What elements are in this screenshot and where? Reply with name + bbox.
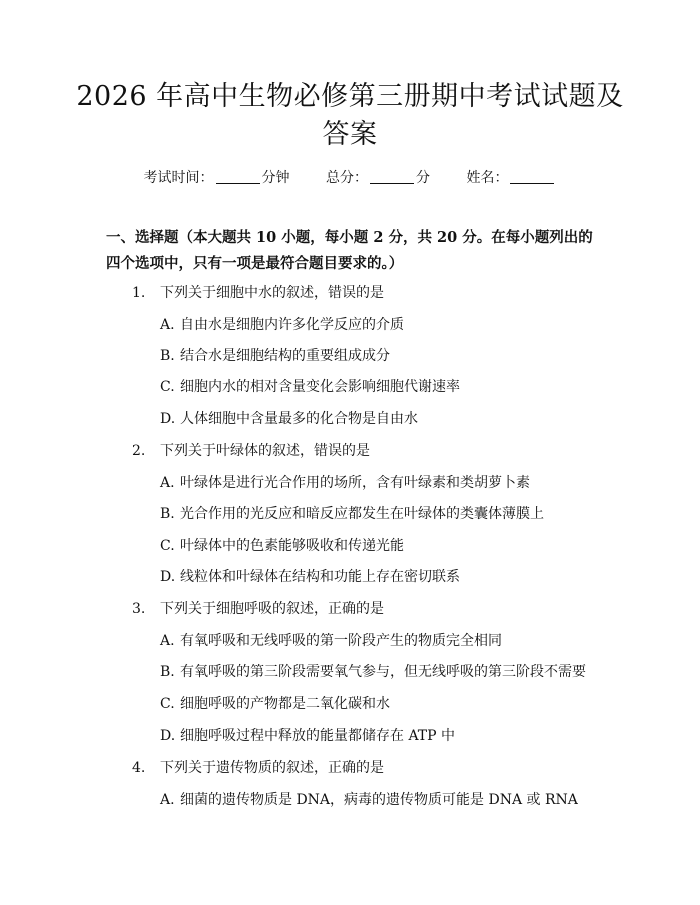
option-text: 细胞内水的相对含量变化会影响细胞代谢速率 [180,379,460,395]
option-3c [160,694,390,714]
option-1a [160,315,404,335]
option-letter: D. [160,411,176,427]
option-text: 叶绿体中的色素能够吸收和传递光能 [180,538,404,554]
option-letter: D. [160,728,176,744]
name-field [466,168,556,188]
option-letter: A. [160,317,175,333]
question-3 [132,599,384,619]
total-score-blank [370,169,414,184]
total-score-label: 总分： [326,170,368,186]
section-heading: 一、选择题（本大题共 10 小题，每小题 2 分，共 20 分。在每小题列出的四个选项中，只有一项是最符合题目要求的。） [106,229,593,272]
question-1 [132,283,384,303]
option-text: 线粒体和叶绿体在结构和功能上存在密切联系 [180,569,460,585]
question-2 [132,441,370,461]
question-number: 1. [132,285,146,301]
question-4 [132,758,384,778]
exam-time-blank [216,169,260,184]
option-letter: A. [160,633,175,649]
option-2b [160,504,544,524]
option-text: 细胞呼吸的产物都是二氧化碳和水 [180,696,390,712]
option-1b [160,346,390,366]
option-1c [160,377,460,397]
option-4a [160,790,578,810]
title-line-1: 2026 年高中生物必修第三册期中考试试题及 [76,81,624,112]
option-text: 细胞呼吸过程中释放的能量都储存在 ATP 中 [180,728,456,744]
document-title [60,78,640,154]
total-score-field [326,168,430,188]
question-stem: 下列关于遗传物质的叙述，正确的是 [160,760,384,776]
question-stem: 下列关于细胞呼吸的叙述，正确的是 [160,601,384,617]
option-letter: D. [160,569,176,585]
option-text: 自由水是细胞内许多化学反应的介质 [180,317,404,333]
option-3b [160,662,586,682]
exam-time-field [144,168,290,188]
option-letter: C. [160,696,175,712]
option-3a [160,631,502,651]
total-score-unit: 分 [416,170,430,186]
option-letter: B. [160,348,175,364]
option-letter: A. [160,792,175,808]
option-letter: B. [160,664,175,680]
option-letter: A. [160,475,175,491]
name-label: 姓名： [466,170,509,186]
option-text: 人体细胞中含量最多的化合物是自由水 [180,411,418,427]
option-letter: C. [160,538,175,554]
option-2c [160,536,404,556]
question-number: 4. [132,760,146,776]
exam-time-unit: 分钟 [261,170,290,186]
question-number: 2. [132,443,146,459]
option-1d [160,409,418,429]
option-text: 结合水是细胞结构的重要组成成分 [180,348,390,364]
question-number: 3. [132,601,146,617]
question-stem: 下列关于细胞中水的叙述，错误的是 [160,285,384,301]
exam-time-label: 考试时间： [143,170,214,186]
option-3d [160,726,455,746]
option-2d [160,567,460,587]
option-text: 叶绿体是进行光合作用的场所，含有叶绿素和类胡萝卜素 [180,475,530,491]
option-text: 有氧呼吸的第三阶段需要氧气参与，但无线呼吸的第三阶段不需要 [180,664,586,680]
question-stem: 下列关于叶绿体的叙述，错误的是 [160,443,370,459]
option-text: 细菌的遗传物质是 DNA，病毒的遗传物质可能是 DNA 或 RNA [180,792,578,808]
option-text: 光合作用的光反应和暗反应都发生在叶绿体的类囊体薄膜上 [180,506,544,522]
exam-info-line [0,168,700,188]
option-2a [160,473,530,493]
option-letter: B. [160,506,175,522]
option-text: 有氧呼吸和无线呼吸的第一阶段产生的物质完全相同 [180,633,502,649]
name-blank [510,169,554,184]
option-letter: C. [160,379,175,395]
title-line-2: 答案 [322,119,378,150]
